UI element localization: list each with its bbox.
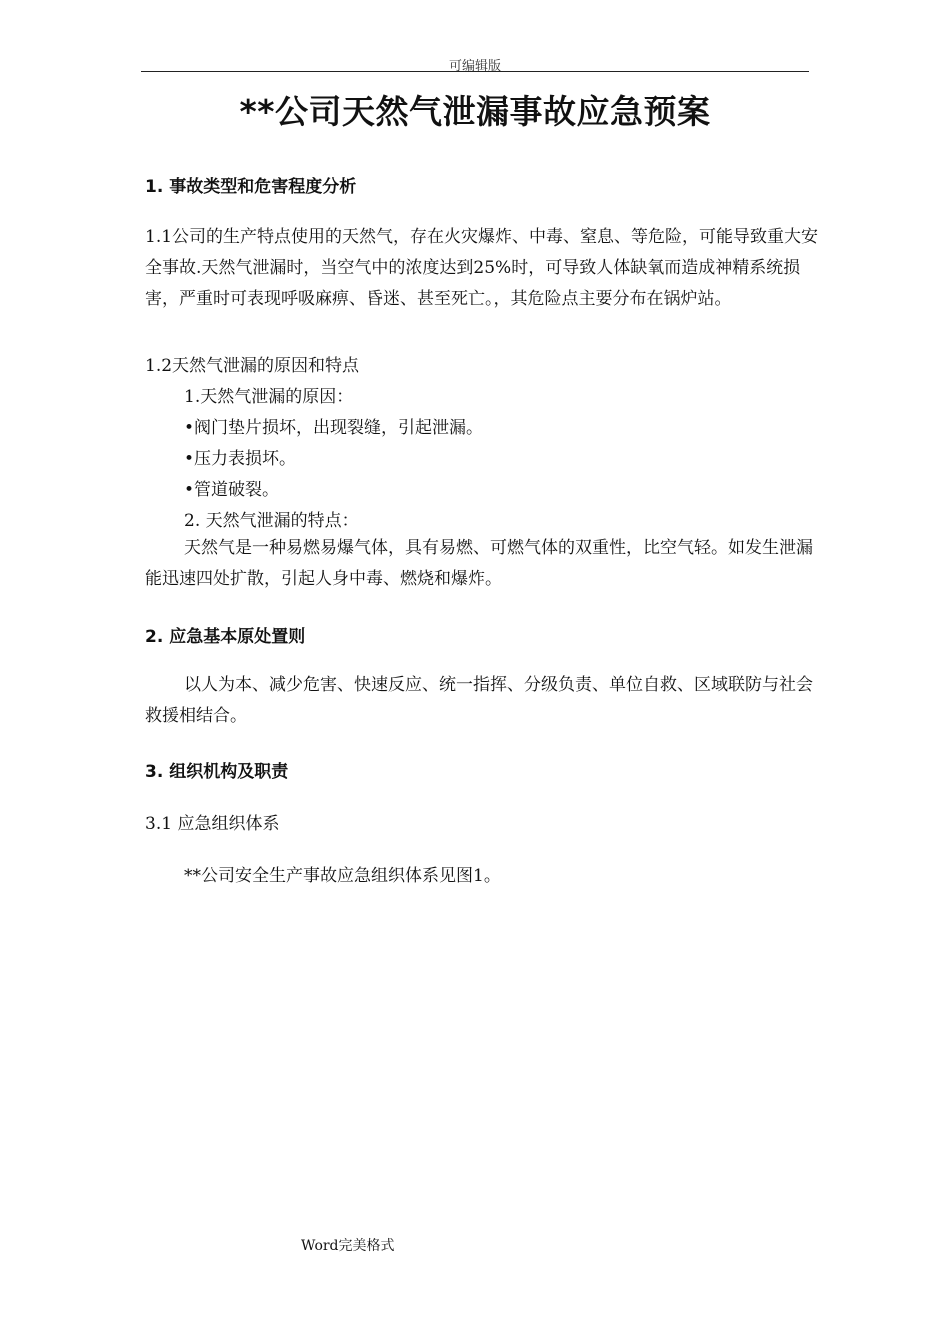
subheading-1-2: 1.2天然气泄漏的原因和特点 — [145, 356, 360, 376]
cause-item: •管道破裂。 — [184, 480, 280, 500]
cause-item: •压力表损坏。 — [184, 449, 297, 469]
causes-heading: 1.天然气泄漏的原因： — [184, 387, 354, 407]
section-3-heading: 3. 组织机构及职责 — [145, 762, 289, 782]
page-footer: Word完美格式 — [301, 1238, 395, 1254]
section-2-paragraph: 以人为本、减少危害、快速反应、统一指挥、分级负责、单位自救、区域联防与社会救援相结合。 — [145, 675, 813, 726]
features-heading: 2. 天然气泄漏的特点： — [184, 511, 359, 531]
section-1-heading: 1. 事故类型和危害程度分析 — [145, 177, 357, 197]
page-header: 可编辑版 — [448, 59, 501, 74]
paragraph-1-1: 1.1公司的生产特点使用的天然气，存在火灾爆炸、中毒、窒息、等危险，可能导致重大安全事故.天然气泄漏时，当空气中的浓度达到25%时，可导致人体缺氧而造成神精系统损害，严重时可表现呼吸麻痹、昏迷、甚至死亡。，其危险点主要分布在锅炉站。 — [145, 227, 819, 309]
document-title: **公司天然气泄漏事故应急预案 — [239, 92, 711, 131]
header-divider — [141, 71, 809, 72]
cause-item: •阀门垫片损坏，出现裂缝，引起泄漏。 — [184, 418, 484, 438]
section-2-heading: 2. 应急基本原处置则 — [145, 627, 306, 647]
section-3-paragraph: **公司安全生产事故应急组织体系见图1。 — [184, 866, 501, 886]
features-paragraph: 天然气是一种易燃易爆气体，具有易燃、可燃气体的双重性，比空气轻。如发生泄漏能迅速四处扩散，引起人身中毒、燃烧和爆炸。 — [145, 538, 813, 589]
subheading-3-1: 3.1 应急组织体系 — [145, 814, 280, 834]
